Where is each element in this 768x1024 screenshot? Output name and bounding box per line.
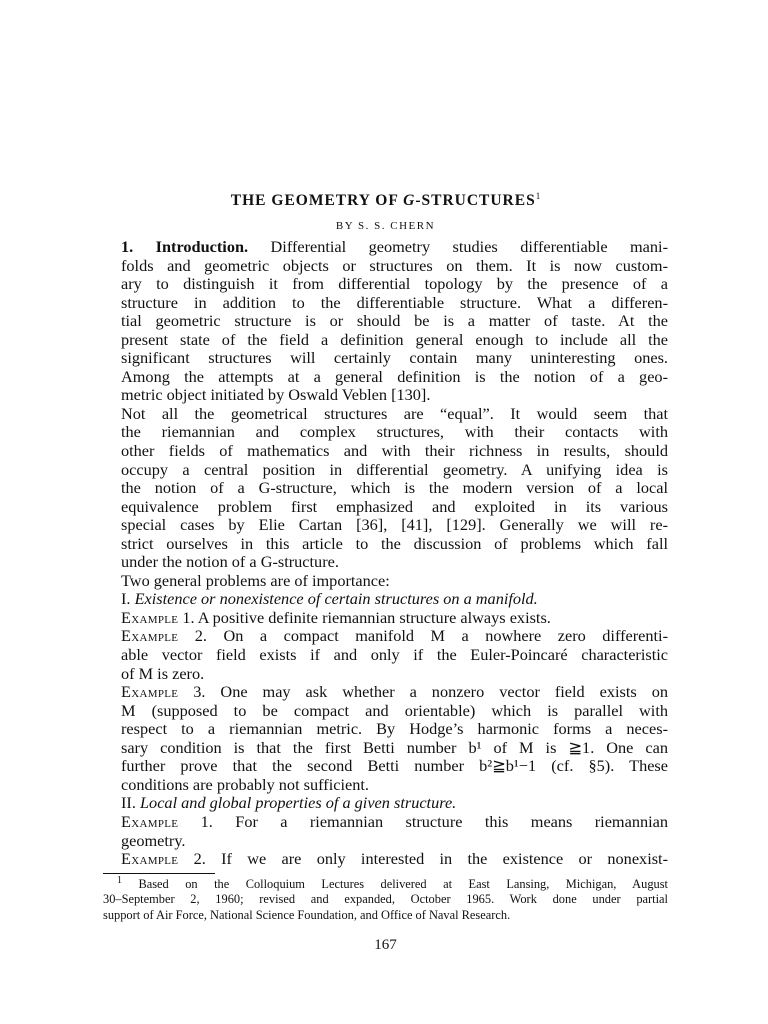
example-2 [103, 627, 668, 683]
text-line: present state of the field a definition general enough to include all the [121, 329, 668, 349]
text-line: the notion of a G-structure, which is the modern version of a local [121, 478, 668, 498]
problem-one [103, 590, 668, 609]
footnote-line: $^1$ Based on the Colloquium Lectures delivered at East Lansing, Michigan, August [117, 874, 668, 891]
problem-two [103, 794, 668, 813]
text-line: able vector field exists if and only if the Euler-Poincaré characteristic [121, 645, 668, 665]
text-line: significant structures will certainly contain many uninteresting ones. [121, 348, 668, 368]
section-heading: 1. Introduction. [121, 237, 249, 256]
title-g: G [403, 192, 416, 209]
example-4 [103, 813, 668, 850]
text-line: respect to a riemannian metric. By Hodge’s harmonic forms a neces- [121, 719, 668, 739]
text-line: 1. Introduction. Differential geometry studies differentiable mani- [121, 237, 668, 256]
text-line: Not all the geometrical structures are “equal”. It would seem that [121, 403, 668, 423]
example-1 [103, 609, 668, 628]
footnote-line: support of Air Force, National Science Foundation, and Office of Naval Research. [103, 907, 511, 922]
text-line: geometry. [121, 830, 186, 850]
article-body [103, 238, 668, 869]
paper-page [103, 190, 668, 954]
title-text-2: -STRUCTURES [415, 192, 536, 209]
article-title [103, 190, 668, 212]
text-line: further prove that the second Betti number b²≧b¹−1 (cf. §5). These [121, 756, 668, 776]
text-line: ary to distinguish it from differential topology by the presence of a [121, 274, 668, 294]
intro-paragraph [103, 238, 668, 405]
footnote-rule [103, 873, 215, 874]
text-line: special cases by Elie Cartan [36], [41], [129]. Generally we will re- [121, 515, 668, 535]
text-line: conditions are probably not sufficient. [121, 774, 369, 794]
text-line: Example 2. On a compact manifold M a nowhere zero differenti- [121, 626, 668, 646]
footnote-line: 30–September 2, 1960; revised and expanded, October 1965. Work done under partial [103, 892, 668, 907]
text-line: structure in addition to the differentiable structure. What a differen- [121, 292, 668, 312]
text-line: strict ourselves in this article to the discussion of problems which fall [121, 533, 668, 553]
text-line: Example 1. A positive definite riemannian structure always exists. [121, 607, 551, 627]
page-number: 167 [374, 937, 397, 954]
text-line: under the notion of a G-structure. [121, 552, 339, 572]
text-line: Example 1. For a riemannian structure this means riemannian [121, 811, 668, 831]
author-byline: BY S. S. CHERN [335, 220, 436, 232]
text-line: I. Existence or nonexistence of certain structures on a manifold. [121, 589, 538, 609]
text-line: Example 2. If we are only interested in the existence or nonexist- [121, 849, 668, 869]
title-footnote-mark: 1 [535, 191, 541, 201]
text-line: Example 3. One may ask whether a nonzero vector field exists on [121, 682, 668, 702]
footnote [103, 874, 668, 924]
text-line: other fields of mathematics and with their richness in results, should [121, 441, 668, 461]
example-3 [103, 683, 668, 794]
text-line: of M is zero. [121, 663, 205, 683]
text-line: tial geometric structure is or should be is a matter of taste. At the [121, 311, 668, 331]
text-line: Two general problems are of importance: [121, 570, 390, 590]
title-text-1: THE GEOMETRY OF [230, 192, 404, 209]
text-line: equivalence problem first emphasized and exploited in its various [121, 496, 668, 516]
paragraph-problems [103, 572, 668, 591]
text-line: occupy a central position in differential geometry. A unifying idea is [121, 459, 668, 479]
text-line: II. Local and global properties of a given structure. [121, 793, 457, 813]
text-line: the riemannian and complex structures, with their contacts with [121, 422, 668, 442]
text-line: folds and geometric objects or structures on them. It is now custom- [121, 255, 668, 275]
text-line: Among the attempts at a general definition is the notion of a geo- [121, 366, 668, 386]
paragraph-structures [103, 405, 668, 572]
example-5 [103, 850, 668, 869]
text-line: M (supposed to be compact and orientable) which is parallel with [121, 700, 668, 720]
text-line: metric object initiated by Oswald Veblen [130]. [121, 385, 431, 405]
text-line: sary condition is that the first Betti number b¹ of M is ≧1. One can [121, 737, 668, 757]
